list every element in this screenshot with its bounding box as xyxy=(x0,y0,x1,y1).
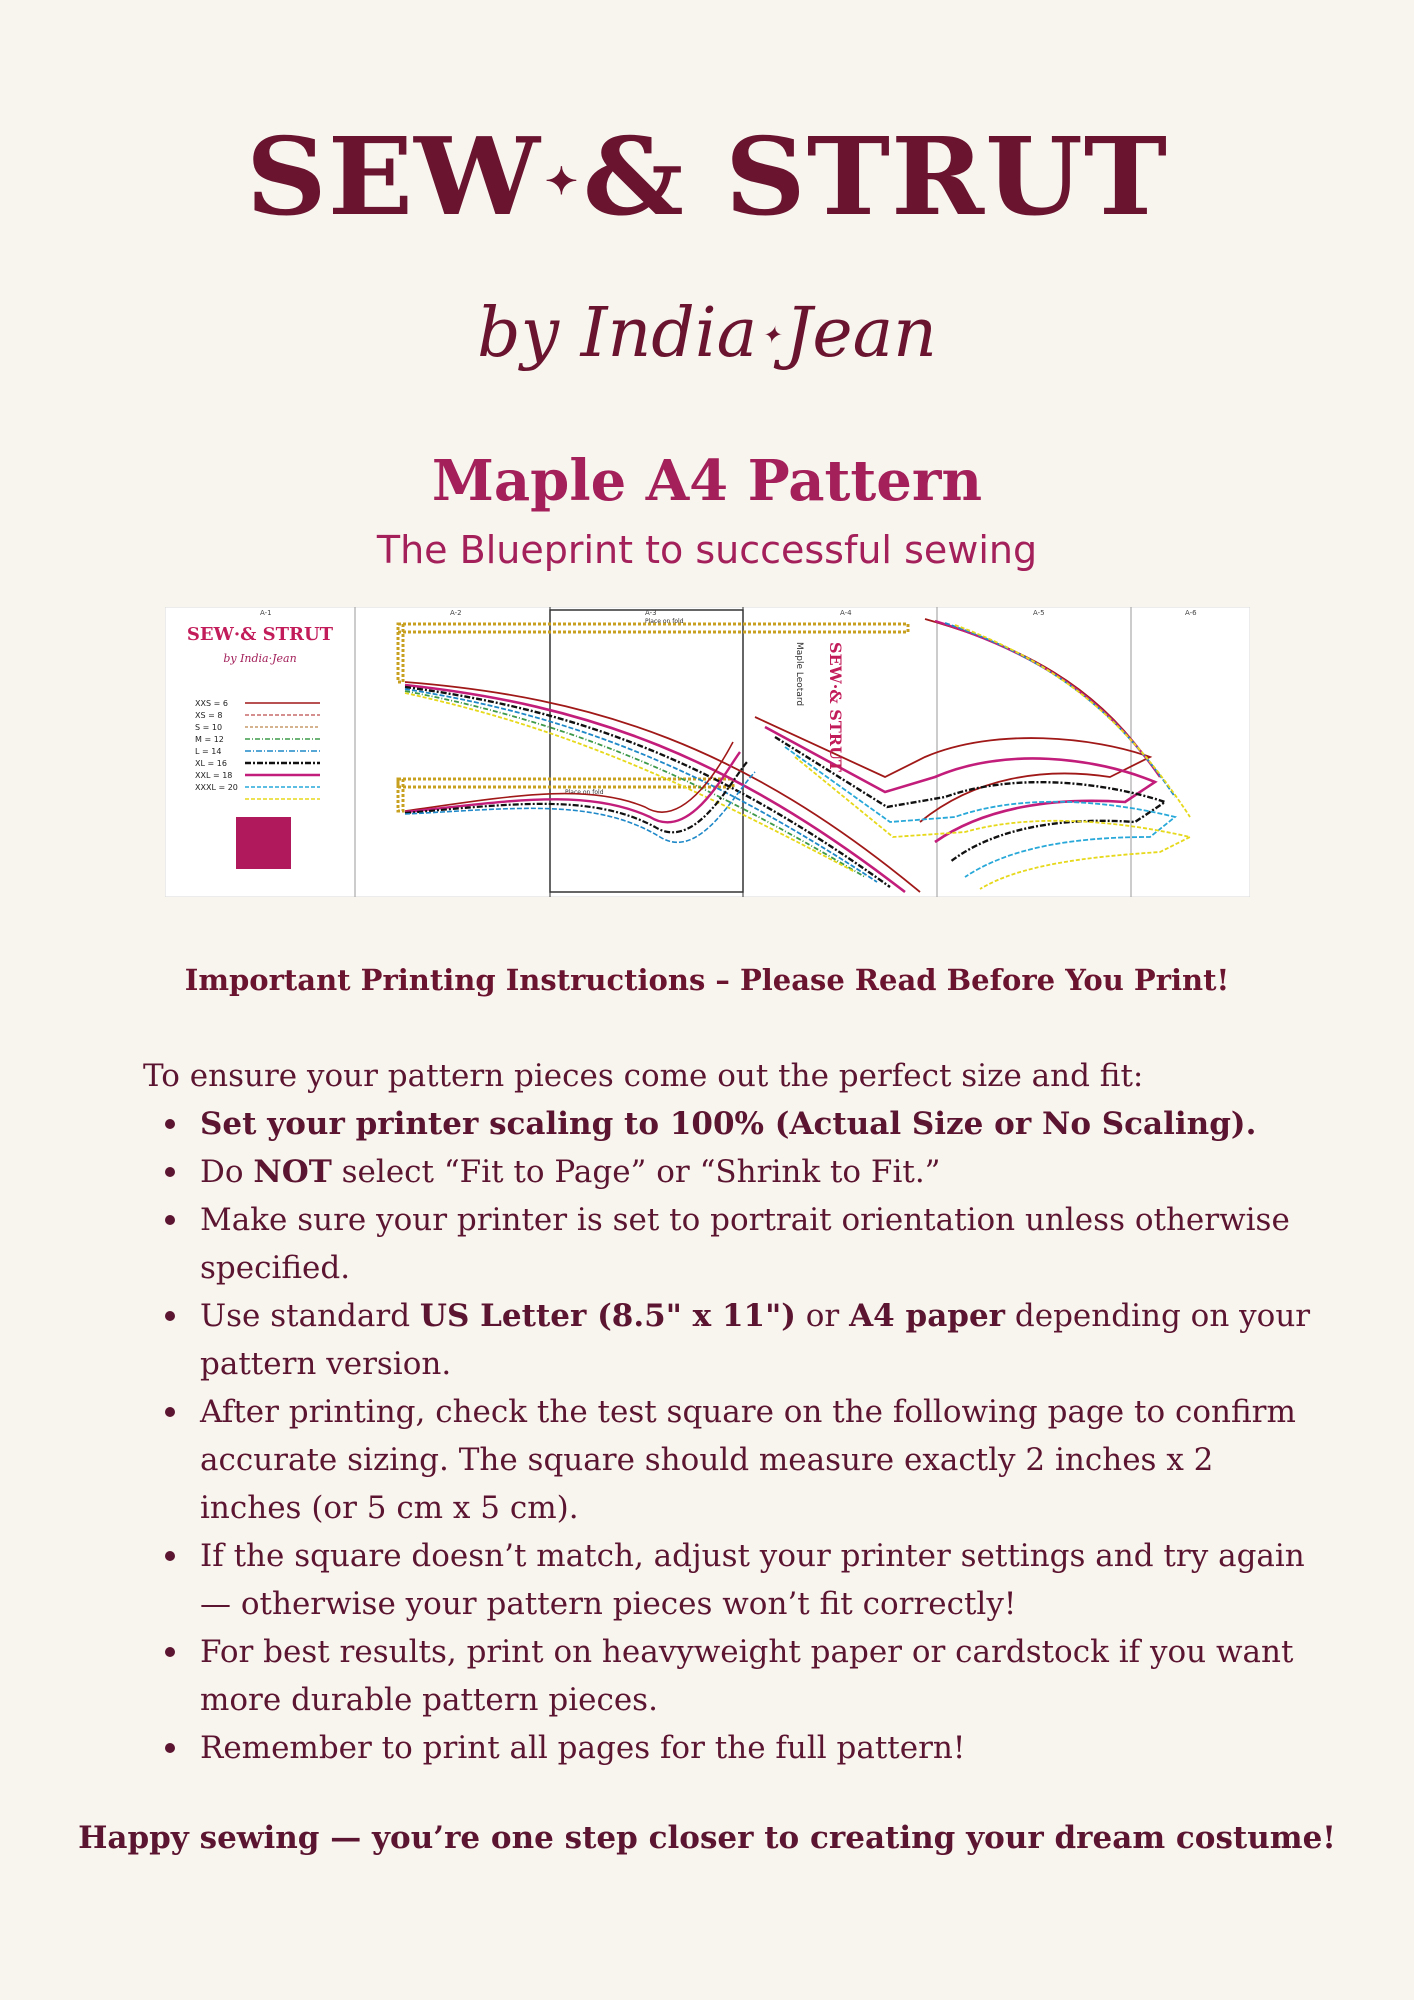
item-text: If the square doesn’t match, adjust your printer settings and try again — otherwise your pattern pieces won’t fit correctly! xyxy=(200,1538,1305,1622)
page-label: A-1 xyxy=(260,609,272,617)
brand-name-left: SEW xyxy=(245,115,541,240)
pattern-preview-svg xyxy=(165,607,1250,897)
list-item xyxy=(143,1292,1323,1388)
size-label: L = 14 xyxy=(195,747,222,756)
star-icon: ✦ xyxy=(544,160,579,204)
item-text: For best results, print on heavyweight paper or cardstock if you want more durable pattern pieces. xyxy=(200,1634,1294,1718)
size-label: S = 10 xyxy=(195,723,223,732)
size-label: M = 12 xyxy=(195,735,224,744)
test-square xyxy=(236,817,291,869)
page-label: A-6 xyxy=(1185,609,1197,617)
list-item xyxy=(143,1628,1323,1724)
instructions-list xyxy=(143,1100,1323,1772)
list-item xyxy=(143,1388,1323,1532)
item-text: select “Fit to Page” or “Shrink to Fit.” xyxy=(331,1154,941,1190)
list-item xyxy=(143,1724,1323,1772)
item-text-bold: Set your printer scaling to 100% (Actual Size or No Scaling). xyxy=(200,1106,1257,1142)
item-text-bold: US Letter (8.5" x 11") xyxy=(419,1298,796,1334)
item-text-bold: NOT xyxy=(253,1154,332,1190)
size-label: XXXL = 20 xyxy=(195,783,238,792)
bullet-icon xyxy=(165,1743,175,1753)
brand-logo xyxy=(0,115,1414,240)
pattern-title: Maple A4 Pattern xyxy=(431,448,983,514)
rotated-brand-text: SEW·& STRUT xyxy=(826,642,845,772)
item-text: depending on your pattern version. xyxy=(200,1298,1311,1382)
mini-brand: SEW·& STRUT xyxy=(186,624,334,645)
instructions-heading: Important Printing Instructions – Please Read Before You Print! xyxy=(184,963,1230,997)
place-on-fold-label: Place on fold xyxy=(645,618,684,625)
item-text: Make sure your printer is set to portrait orientation unless otherwise specified. xyxy=(200,1202,1290,1286)
item-text: Use standard xyxy=(200,1298,420,1334)
pattern-preview-image xyxy=(165,607,1250,897)
item-text-bold: A4 paper xyxy=(849,1298,1006,1334)
item-text: Remember to print all pages for the full pattern! xyxy=(200,1730,966,1766)
place-on-fold-label: Place on fold xyxy=(565,789,604,796)
piece-name-text: Maple Leotard xyxy=(794,642,804,707)
bullet-icon xyxy=(165,1311,175,1321)
list-item xyxy=(143,1196,1323,1292)
size-label: XXS = 6 xyxy=(195,699,228,708)
mini-byline: by India·Jean xyxy=(223,652,297,665)
page-label: A-5 xyxy=(1033,609,1045,617)
rotated-piece-name xyxy=(794,642,804,706)
list-item xyxy=(143,1100,1323,1148)
instructions-intro: To ensure your pattern pieces come out the perfect size and fit: xyxy=(143,1058,1144,1094)
bullet-icon xyxy=(165,1647,175,1657)
closing-message: Happy sewing — you’re one step closer to creating your dream costume! xyxy=(78,1820,1336,1856)
page-label: A-2 xyxy=(450,609,462,617)
list-item xyxy=(143,1532,1323,1628)
star-icon: ✦ xyxy=(761,321,782,350)
bullet-icon xyxy=(165,1167,175,1177)
size-label: XL = 16 xyxy=(195,759,227,768)
item-text: Do xyxy=(200,1154,254,1190)
tagline: The Blueprint to successful sewing xyxy=(376,528,1038,572)
item-text: or xyxy=(795,1298,850,1334)
bullet-icon xyxy=(165,1119,175,1129)
byline-left: by India xyxy=(477,294,758,373)
brand-byline xyxy=(0,294,1414,373)
page-label: A-3 xyxy=(645,609,657,617)
byline-right: Jean xyxy=(785,294,937,373)
bullet-icon xyxy=(165,1215,175,1225)
page-label: A-4 xyxy=(840,609,852,617)
size-label: XXL = 18 xyxy=(195,771,233,780)
item-text: After printing, check the test square on the following page to confirm accurate sizing. The square should measure exactly 2 inches x 2 inches (or 5 cm x 5 cm). xyxy=(200,1394,1296,1526)
bullet-icon xyxy=(165,1551,175,1561)
rotated-brand xyxy=(826,642,845,772)
size-label: XS = 8 xyxy=(195,711,223,720)
list-item xyxy=(143,1148,1323,1196)
bullet-icon xyxy=(165,1407,175,1417)
brand-name-right: & STRUT xyxy=(582,115,1169,240)
